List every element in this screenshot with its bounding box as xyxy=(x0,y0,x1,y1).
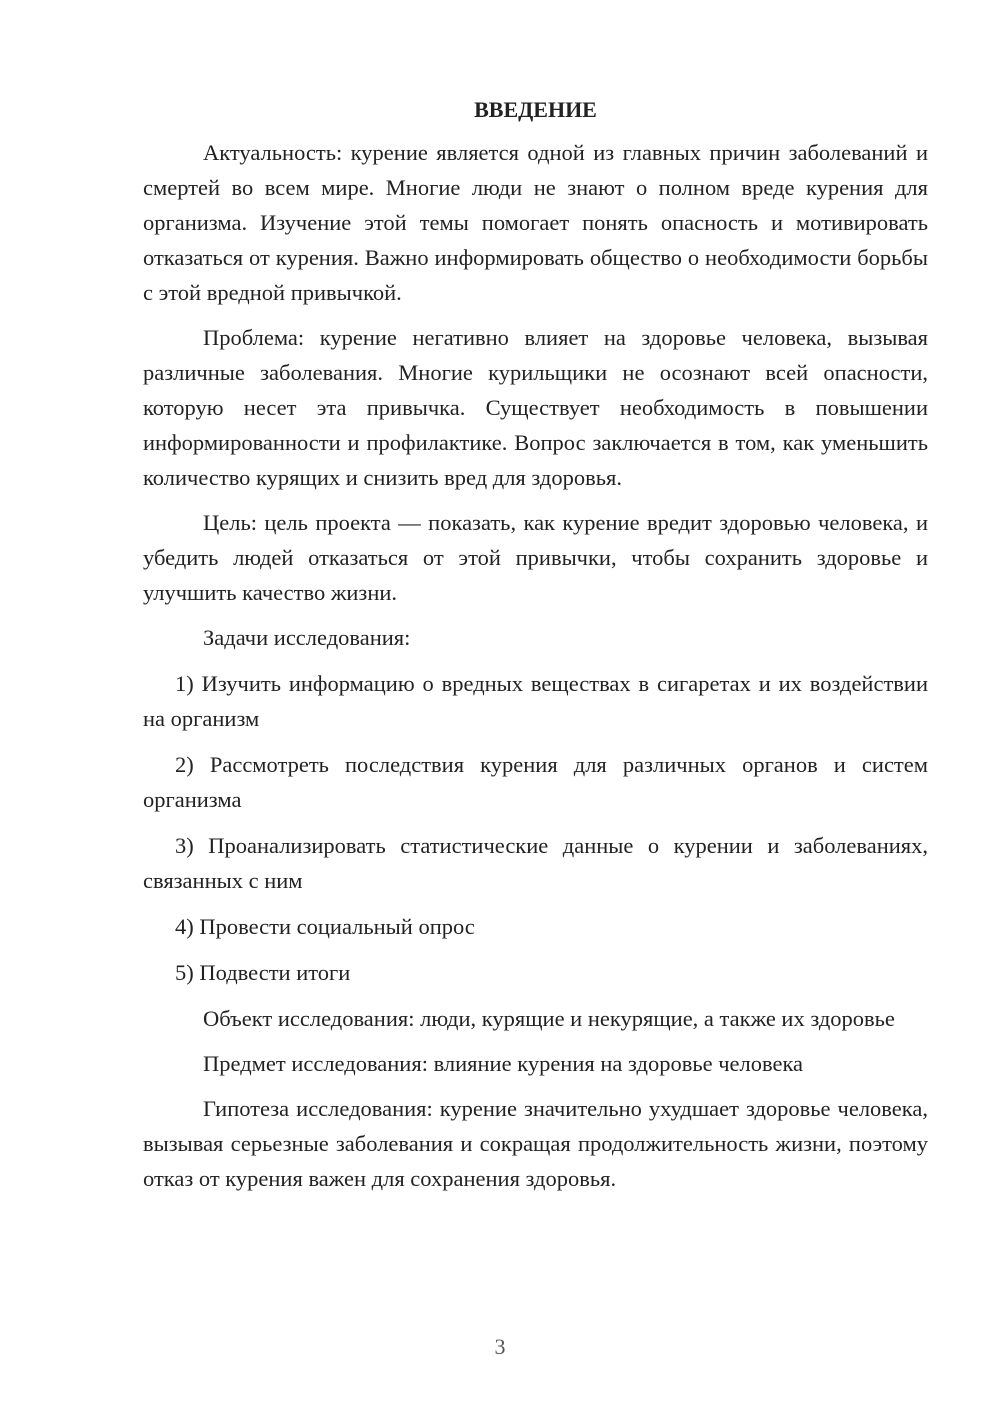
hypothesis-paragraph: Гипотеза исследования: курение значительно ухудшает здоровье человека, вызывая серьезные заболевания и сокращая продолжительность жизни, поэтому отказ от курения важен для сохранения здоровья. xyxy=(143,1096,928,1191)
task-item: 5) Подвести итоги xyxy=(175,960,351,985)
page-title: ВВЕДЕНИЕ xyxy=(474,97,597,122)
relevance-paragraph: Актуальность: курение является одной из главных причин заболеваний и смертей во всем мире. Многие люди не знают о полном вреде курения для организма. Изучение этой темы помогает понять опасность и мотивировать отказаться от курения. Важно информировать общество о необходимости борьбы с этой вредной привычкой. xyxy=(143,140,928,305)
subject-paragraph: Предмет исследования: влияние курения на здоровье человека xyxy=(203,1051,804,1076)
task-item: 2) Рассмотреть последствия курения для различных органов и систем организма xyxy=(143,752,928,812)
problem-paragraph: Проблема: курение негативно влияет на здоровье человека, вызывая различные заболевания. Многие курильщики не осознают всей опасности, которую несет эта привычка. Существует необходимость в повышении информированности и профилактике. Вопрос заключается в том, как уменьшить количество курящих и снизить вред для здоровья. xyxy=(143,325,928,490)
document-page xyxy=(143,92,928,1206)
goal-paragraph: Цель: цель проекта — показать, как курение вредит здоровью человека, и убедить людей отказаться от этой привычки, чтобы сохранить здоровье и улучшить качество жизни. xyxy=(143,510,928,605)
tasks-heading: Задачи исследования: xyxy=(203,625,411,650)
object-paragraph: Объект исследования: люди, курящие и некурящие, а также их здоровье xyxy=(203,1006,895,1031)
task-item: 3) Проанализировать статистические данные о курении и заболеваниях, связанных с ним xyxy=(143,833,928,893)
task-item: 4) Провести социальный опрос xyxy=(175,914,475,939)
task-item: 1) Изучить информацию о вредных веществах в сигаретах и их воздействии на организм xyxy=(143,671,928,731)
page-number: 3 xyxy=(494,1334,506,1359)
